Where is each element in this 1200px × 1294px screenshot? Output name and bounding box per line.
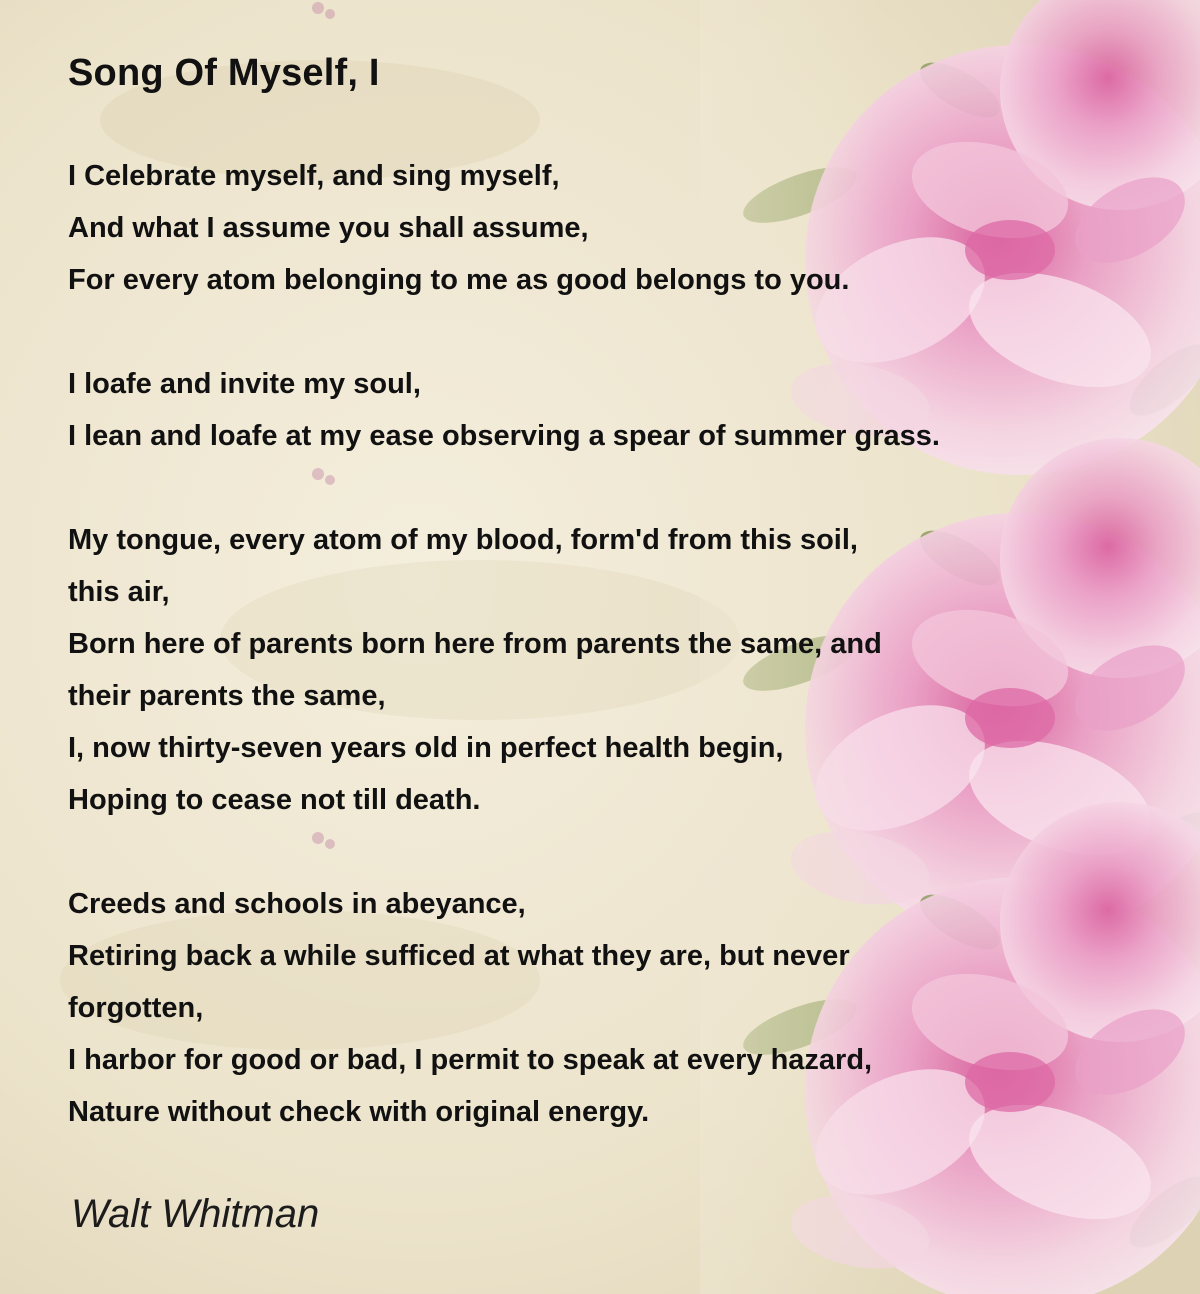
poem-line: Nature without check with original energy. <box>68 1096 650 1128</box>
stanza-gap <box>68 306 940 358</box>
stanza-gap <box>68 826 940 878</box>
poem-line: forgotten, <box>68 992 204 1024</box>
poem-title: Song Of Myself, I <box>68 52 380 94</box>
poem-line: this air, <box>68 576 170 608</box>
poem-line: Creeds and schools in abeyance, <box>68 888 526 920</box>
poem-line: And what I assume you shall assume, <box>68 212 589 244</box>
poem-line: I harbor for good or bad, I permit to speak at every hazard, <box>68 1044 873 1076</box>
poem-body <box>68 150 940 1138</box>
poem-line: For every atom belonging to me as good belongs to you. <box>68 264 850 296</box>
poem-line: I loafe and invite my soul, <box>68 368 421 400</box>
poem-line: Retiring back a while sufficed at what they are, but never <box>68 940 850 972</box>
poem-line: I Celebrate myself, and sing myself, <box>68 160 560 192</box>
poem-line: I, now thirty-seven years old in perfect health begin, <box>68 732 784 764</box>
poem-line: Born here of parents born here from parents the same, and <box>68 628 882 660</box>
stanza-gap <box>68 462 940 514</box>
poem-line: I lean and loafe at my ease observing a spear of summer grass. <box>68 420 940 452</box>
poem-line: Hoping to cease not till death. <box>68 784 481 816</box>
poem-line: their parents the same, <box>68 680 386 712</box>
poem-author: Walt Whitman <box>71 1192 320 1236</box>
poem-line: My tongue, every atom of my blood, form'd from this soil, <box>68 524 858 556</box>
